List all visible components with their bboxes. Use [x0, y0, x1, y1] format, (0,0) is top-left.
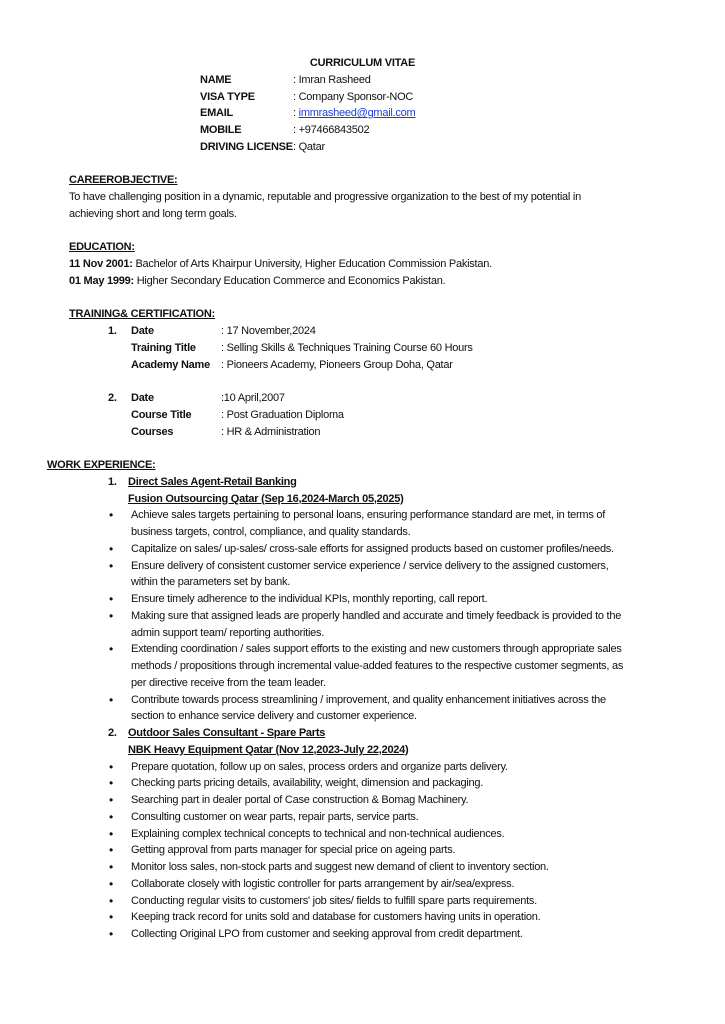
label: Course Title [131, 408, 192, 421]
list-item: • Contribute towards process streamlining / improvement, and quality enhancement initiatives across the section to enhance service delivery and customer experience. [131, 692, 636, 726]
list-item: • Conducting regular visits to customers' job sites/ fields to fulfill spare parts requirements. [131, 893, 636, 910]
list-item: • Making sure that assigned leads are properly handled and accurate and timely feedback is provided to the admin support team/ reporting authorities. [131, 608, 636, 642]
label: MOBILE [200, 124, 242, 136]
section-heading: CAREEROBJECTIVE: [69, 174, 178, 187]
value: : +97466843502 [293, 124, 370, 136]
education-item [69, 256, 725, 273]
list-item: • Keeping track record for units sold and database for customers having units in operation. [131, 909, 636, 926]
label: Date [131, 325, 154, 337]
personal-info [200, 72, 725, 156]
value: : Post Graduation Diploma [221, 408, 344, 421]
job-title: Outdoor Sales Consultant - Spare Parts [128, 727, 326, 739]
info-email [200, 105, 725, 122]
list-item: • Achieve sales targets pertaining to personal loans, ensuring performance standard are met, in terms of business targets, control, compliance, and quality standards. [131, 507, 636, 541]
list-item: • Monitor loss sales, non-stock parts and suggest new demand of client to inventory section. [131, 859, 636, 876]
info-name [200, 72, 725, 89]
label: NAME [200, 73, 232, 86]
edu-text: Bachelor of Arts Khairpur University, Higher Education Commission Pakistan. [132, 258, 492, 270]
list-item: • Prepare quotation, follow up on sales, process orders and organize parts delivery. [131, 759, 636, 776]
list-item: • Capitalize on sales/ up-sales/ cross-sale efforts for assigned products based on customer profiles/needs. [131, 541, 636, 558]
section-heading: TRAINING& CERTIFICATION: [69, 308, 215, 321]
job-number: 2. [108, 727, 117, 739]
value: : Qatar [293, 140, 325, 153]
list-item: • Searching part in dealer portal of Case construction & Bomag Machinery. [131, 792, 636, 809]
info-mobile [200, 122, 725, 139]
document-title: CURRICULUM VITAE [309, 57, 416, 69]
list-item: • Ensure delivery of consistent customer service experience / service delivery to the assigned customers, within the parameters set by bank. [131, 558, 636, 592]
label: VISA TYPE [200, 90, 255, 103]
list-item: • Collecting Original LPO from customer and seeking approval from credit department. [131, 926, 636, 943]
value: : HR & Administration [221, 425, 321, 438]
item-number: 1. [108, 325, 117, 337]
job-number: 1. [108, 475, 117, 488]
label: Courses [131, 425, 174, 438]
section-heading: EDUCATION: [69, 241, 135, 254]
work-section [47, 457, 725, 474]
education-section [69, 239, 725, 289]
education-item [69, 273, 725, 290]
list-item: • Collaborate closely with logistic controller for parts arrangement by air/sea/express. [131, 876, 636, 893]
value: : Company Sponsor-NOC [293, 90, 414, 103]
edu-text: Higher Secondary Education Commerce and Economics Pakistan. [133, 274, 446, 287]
edu-date: 01 May 1999: [69, 274, 134, 287]
objective-text: To have challenging position in a dynamic, reputable and progressive organization to the best of my potential in achieving short and long term goals. [69, 191, 581, 220]
job-title: Direct Sales Agent-Retail Banking [128, 475, 297, 488]
value: : Imran Rasheed [293, 73, 371, 86]
item-number: 2. [108, 392, 117, 404]
label: Training Title [131, 341, 196, 354]
list-item: • Getting approval from parts manager for special price on ageing parts. [131, 842, 636, 859]
job-company: NBK Heavy Equipment Qatar (Nov 12,2023-July 22,2024) [128, 743, 409, 756]
info-visa [200, 89, 725, 106]
label: EMAIL [200, 107, 233, 120]
list-item: • Explaining complex technical concepts to technical and non-technical audiences. [131, 826, 636, 843]
training-item [108, 323, 725, 440]
value: :10 April,2007 [221, 392, 285, 404]
objective-section [69, 172, 725, 222]
edu-date: 11 Nov 2001: [69, 258, 133, 270]
list-item: • Checking parts pricing details, availability, weight, dimension and packaging. [131, 775, 636, 792]
label: Date [131, 392, 154, 404]
job-duties [0, 759, 725, 943]
job-duties [0, 507, 725, 725]
label: DRIVING LICENSE [200, 140, 293, 153]
training-section [69, 306, 725, 323]
info-license [200, 139, 725, 156]
list-item: • Consulting customer on wear parts, repair parts, service parts. [131, 809, 636, 826]
list-item: • Extending coordination / sales support efforts to the existing and new customers through appropriate sales methods / propositions through incremental value-added features to the respective customer segments, as per directive receive from the team leader. [131, 641, 636, 691]
value: : Selling Skills & Techniques Training Course 60 Hours [221, 341, 473, 354]
cv-page [0, 55, 725, 943]
email-link[interactable]: immrasheed@gmail.com [298, 107, 416, 120]
job-company: Fusion Outsourcing Qatar (Sep 16,2024-March 05,2025) [128, 492, 404, 505]
job-list [0, 474, 725, 943]
value: : Pioneers Academy, Pioneers Group Doha, Qatar [221, 358, 453, 371]
job-entry [0, 725, 725, 943]
list-item: • Ensure timely adherence to the individual KPIs, monthly reporting, call report. [131, 591, 636, 608]
value: : 17 November,2024 [221, 325, 316, 337]
section-heading: WORK EXPERIENCE: [47, 459, 156, 471]
value-prefix: : [293, 107, 299, 120]
job-entry [0, 474, 725, 725]
label: Academy Name [131, 358, 210, 371]
